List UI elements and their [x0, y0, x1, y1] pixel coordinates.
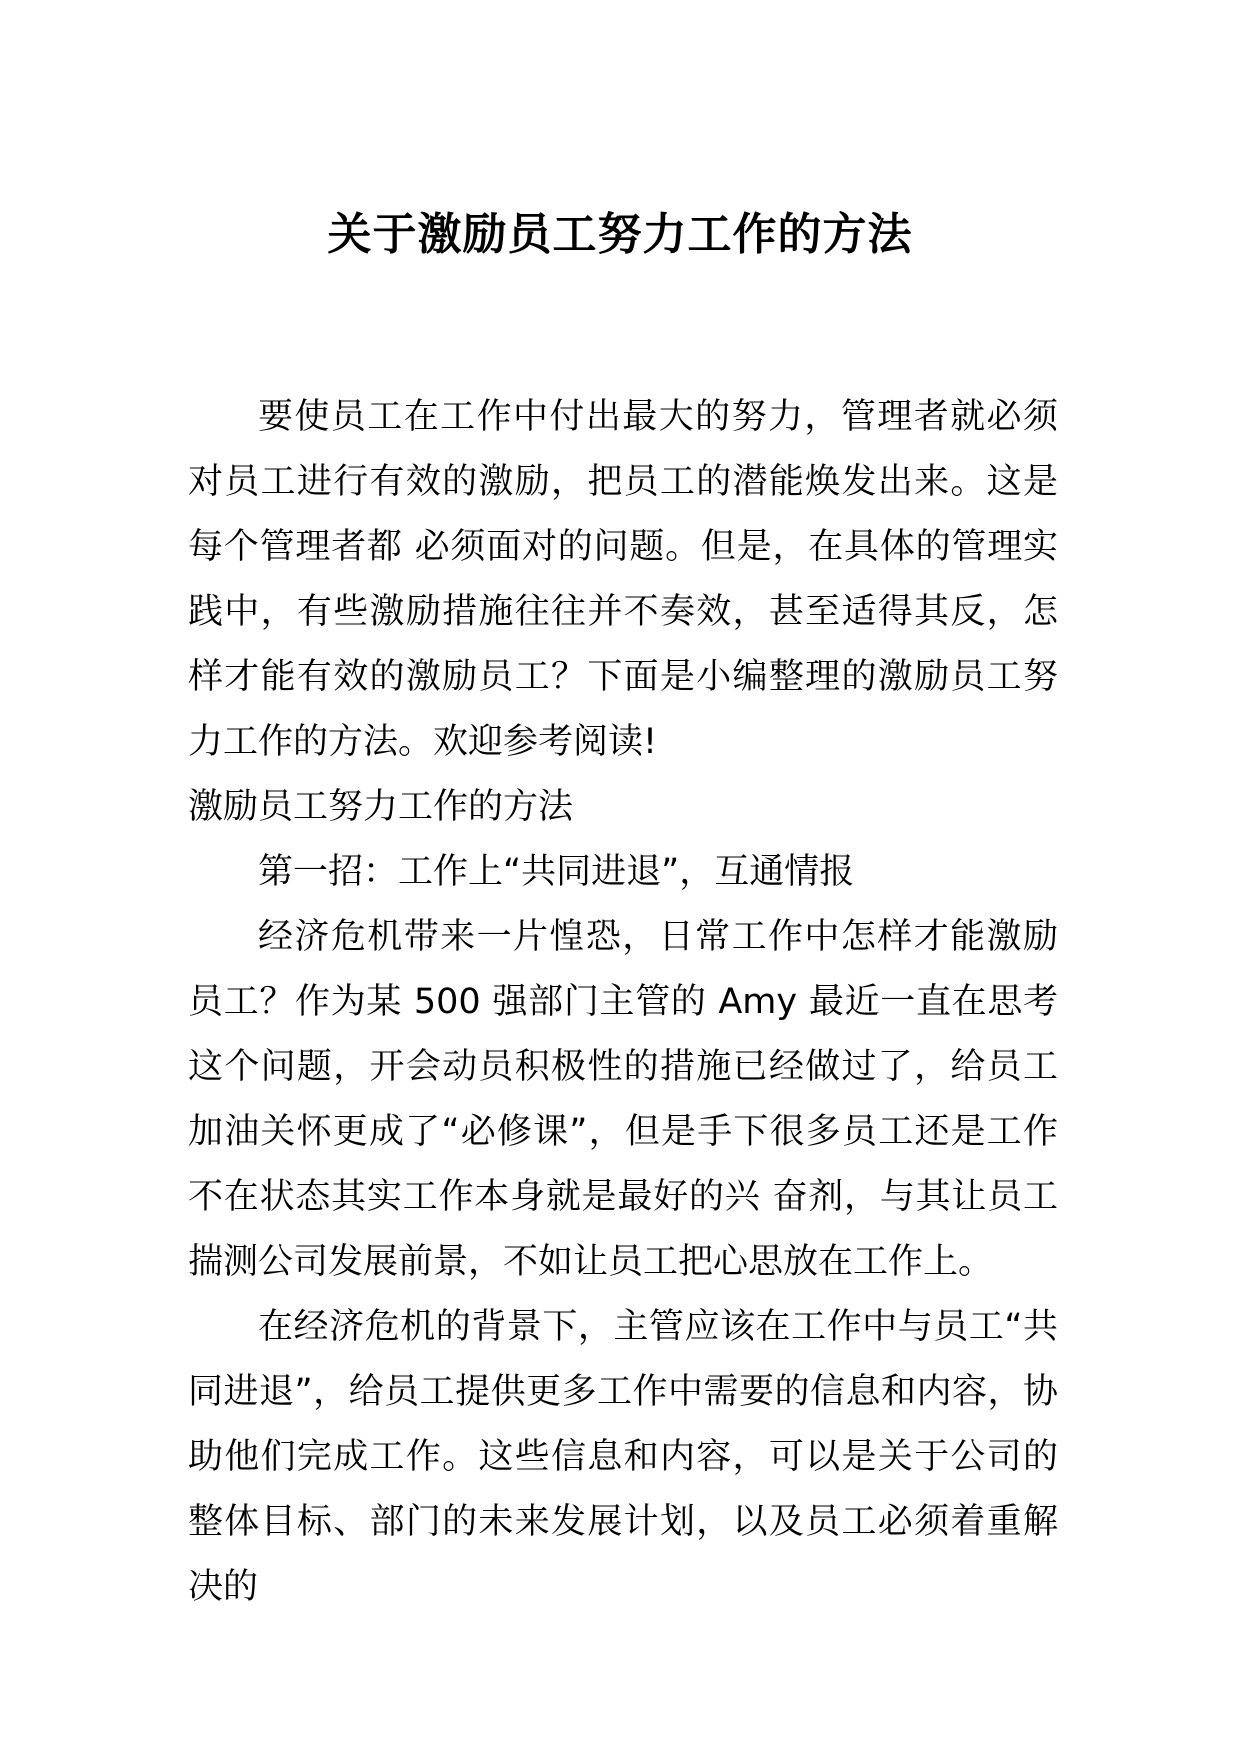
section-heading: 激励员工努力工作的方法 [188, 787, 574, 827]
paragraph-economic-crisis: 经济危机带来一片惶恐，日常工作中怎样才能激励员工？作为某 500 强部门主管的 Amy 最近一直在思考这个问题，开会动员积极性的措施已经做过了，给员工加油关怀更成了“必修课”，但是手下很多员工还是工作不在状态其实工作本身就是最好的兴 奋剂，与其让员工揣测公司发展前景，不如让员工把心思放在工作上。 [188, 917, 1058, 1282]
document-body [188, 385, 1058, 1620]
paragraph-share-information: 在经济危机的背景下，主管应该在工作中与员工“共同进退”，给员工提供更多工作中需要的信息和内容，协助他们完成工作。这些信息和内容，可以是关于公司的整体目标、部门的未来发展计划，以及员工必须着重解决的 [188, 1307, 1058, 1607]
document-title: 关于激励员工努力工作的方法 [327, 209, 913, 260]
paragraph-step-one-heading: 第一招：工作上“共同进退”，互通情报 [258, 852, 855, 892]
paragraph-intro: 要使员工在工作中付出最大的努力，管理者就必须对员工进行有效的激励，把员工的潜能焕发出来。这是每个管理者都 必须面对的问题。但是，在具体的管理实践中，有些激励措施往往并不奏效，甚至适得其反，怎样才能有效的激励员工？下面是小编整理的激励员工努力工作的方法。欢迎参考阅读! [188, 397, 1058, 762]
